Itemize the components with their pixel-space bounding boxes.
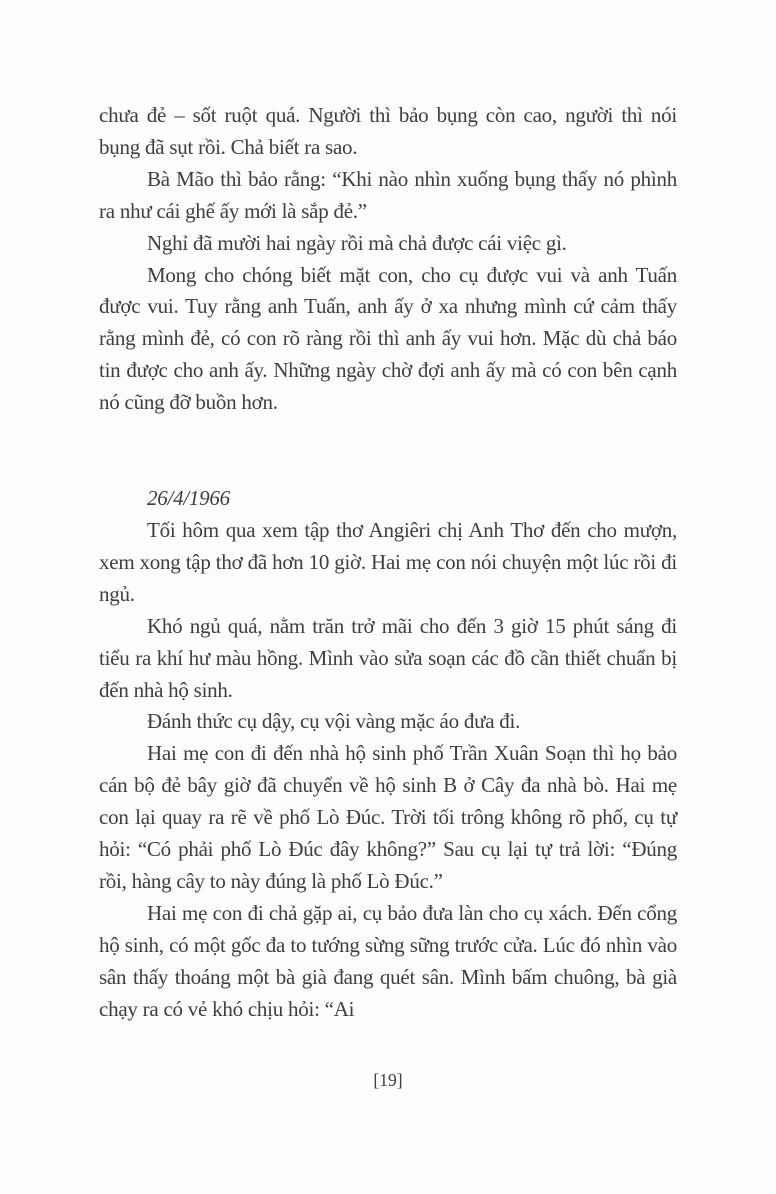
paragraph: Hai mẹ con đi chả gặp ai, cụ bảo đưa làn cho cụ xách. Đến cổng hộ sinh, có một gốc đa to tướng sừng sững trước cửa. Lúc đó nhìn vào sân thấy thoáng một bà già đang quét sân. Mình bấm chuông, bà già chạy ra có vẻ khó chịu hỏi: “Ai [99, 900, 677, 1021]
paragraph-continued: chưa đẻ – sốt ruột quá. Người thì bảo bụng còn cao, người thì nói bụng đã sụt rồi. Chả biết ra sao. [99, 103, 677, 159]
paragraph: Khó ngủ quá, nằm trăn trở mãi cho đến 3 giờ 15 phút sáng đi tiểu ra khí hư màu hồng. Mình vào sửa soạn các đồ cần thiết chuẩn bị đến nhà hộ sinh. [99, 613, 677, 702]
paragraph: Bà Mão thì bảo rằng: “Khi nào nhìn xuống bụng thấy nó phình ra như cái ghế ấy mới là sắp đẻ.” [99, 166, 677, 223]
paragraph: Mong cho chóng biết mặt con, cho cụ được vui và anh Tuấn được vui. Tuy rằng anh Tuấn, anh ấy ở xa nhưng mình cứ cảm thấy rằng mình đẻ, có con rõ ràng rồi thì anh ấy vui hơn. Mặc dù chả báo tin được cho anh ấy. Những ngày chờ đợi anh ấy mà có con bên cạnh nó cũng đỡ buồn hơn. [99, 262, 677, 415]
paragraph: Nghỉ đã mười hai ngày rồi mà chả được cái việc gì. [147, 230, 567, 255]
page-number: [19] [373, 1070, 403, 1090]
entry-date: 26/4/1966 [147, 486, 230, 511]
paragraph: Tối hôm qua xem tập thơ Angiêri chị Anh Thơ đến cho mượn, xem xong tập thơ đã hơn 10 giờ. Hai mẹ con nói chuyện một lúc rồi đi ngủ. [99, 517, 677, 606]
paragraph: Đánh thức cụ dậy, cụ vội vàng mặc áo đưa đi. [147, 709, 521, 734]
page-text-block [99, 100, 677, 1025]
paragraph: Hai mẹ con đi đến nhà hộ sinh phố Trần Xuân Soạn thì họ bảo cán bộ đẻ bây giờ đã chuyển về hộ sinh B ở Cây đa nhà bò. Hai mẹ con lại quay ra rẽ về phố Lò Đúc. Trời tối trông không rõ phố, cụ tự hỏi: “Có phải phố Lò Đúc đây không?” Sau cụ lại tự trả lời: “Đúng rồi, hàng cây to này đúng là phố Lò Đúc.” [99, 741, 677, 893]
